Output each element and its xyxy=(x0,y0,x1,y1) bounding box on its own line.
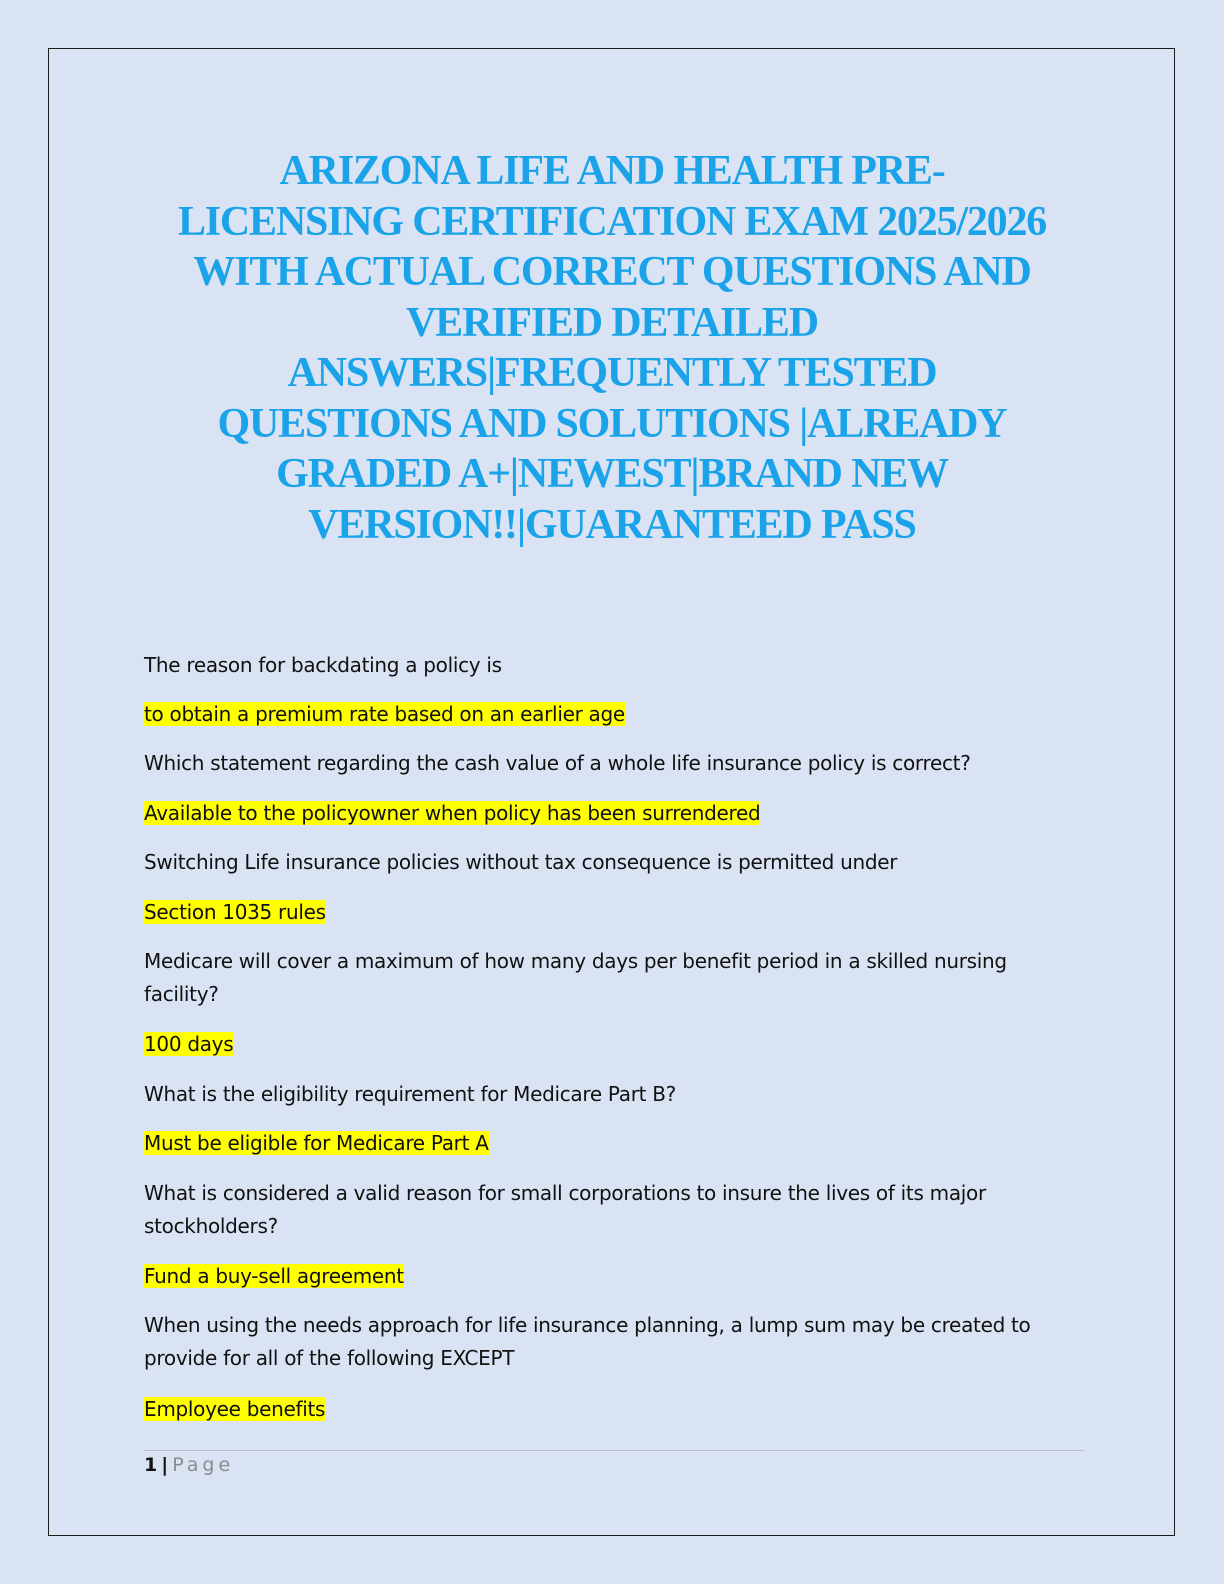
page-label: Page xyxy=(172,1454,235,1476)
answer-2 xyxy=(144,797,760,830)
answer-6 xyxy=(144,1260,404,1293)
question-4: Medicare will cover a maximum of how many days per benefit period in a skilled nursing facility? xyxy=(144,949,1007,1006)
title-line: GRADED A+|NEWEST|BRAND NEW xyxy=(276,451,948,497)
footer-separator: | xyxy=(161,1454,169,1476)
question-5: What is the eligibility requirement for Medicare Part B? xyxy=(144,1082,676,1106)
page-number: 1 xyxy=(144,1454,158,1476)
title-line: LICENSING CERTIFICATION EXAM 2025/2026 xyxy=(177,198,1047,245)
question-2: Which statement regarding the cash value of a whole life insurance policy is correct? xyxy=(144,751,971,775)
answer-1 xyxy=(144,698,625,731)
answer-highlight: Section 1035 rules xyxy=(144,900,326,924)
question-1: The reason for backdating a policy is xyxy=(144,653,502,677)
title-line: WITH ACTUAL CORRECT QUESTIONS AND xyxy=(193,249,1031,295)
answer-4 xyxy=(144,1028,233,1061)
question-7: When using the needs approach for life insurance planning, a lump sum may be created to provide for all of the following EXCEPT xyxy=(144,1313,1031,1370)
footer-rule xyxy=(144,1450,1084,1451)
title-line: ANSWERS|FREQUENTLY TESTED xyxy=(287,350,937,396)
title-line: VERSION!!|GUARANTEED PASS xyxy=(308,501,916,548)
page-footer xyxy=(144,1452,234,1478)
answer-highlight: Employee benefits xyxy=(144,1397,326,1421)
answer-5 xyxy=(144,1127,489,1160)
answer-3 xyxy=(144,896,326,929)
answer-7 xyxy=(144,1393,325,1426)
question-3: Switching Life insurance policies without tax consequence is permitted under xyxy=(144,850,898,874)
answer-highlight: to obtain a premium rate based on an earlier age xyxy=(144,702,625,726)
question-6: What is considered a valid reason for small corporations to insure the lives of its major stockholders? xyxy=(144,1181,986,1238)
answer-highlight: 100 days xyxy=(144,1032,234,1056)
title-line: VERIFIED DETAILED xyxy=(406,299,818,346)
answer-highlight: Must be eligible for Medicare Part A xyxy=(144,1131,489,1155)
title-line: QUESTIONS AND SOLUTIONS |ALREADY xyxy=(217,400,1007,447)
title-line: ARIZONA LIFE AND HEALTH PRE- xyxy=(279,148,945,194)
document-title xyxy=(130,146,1094,550)
answer-highlight: Fund a buy-sell agreement xyxy=(144,1264,404,1288)
answer-highlight: Available to the policyowner when policy has been surrendered xyxy=(144,801,761,825)
